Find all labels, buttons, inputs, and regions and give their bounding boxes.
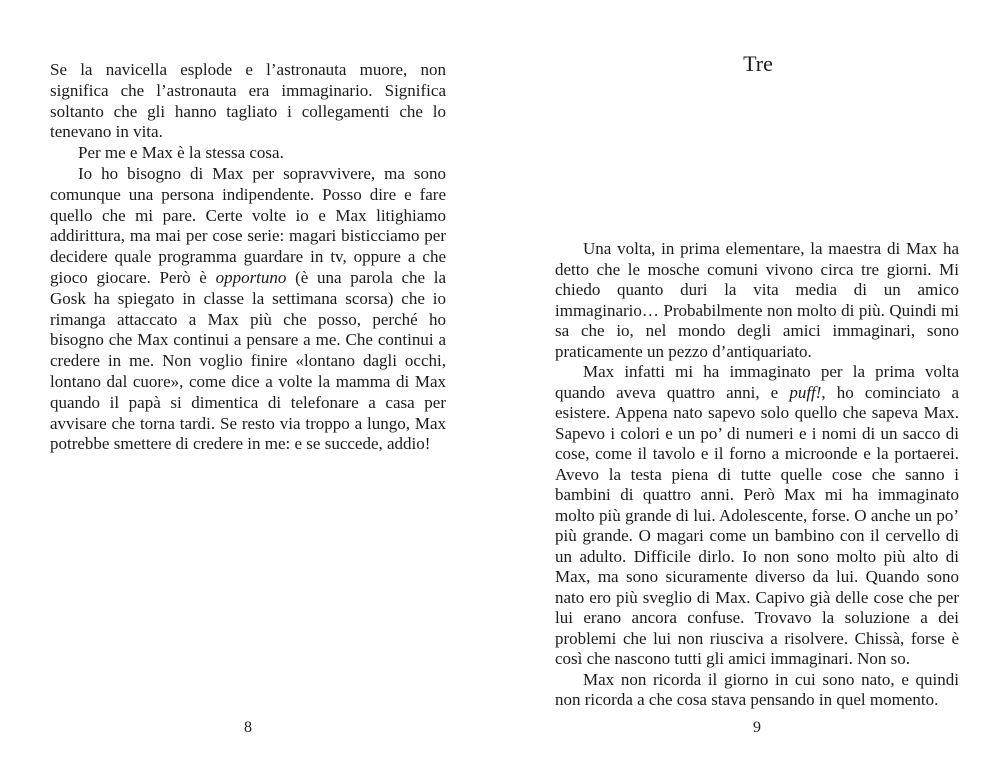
- page-number-left: 8: [244, 719, 252, 736]
- text-run: Max non ricorda il giorno in cui sono nato, e quindi non ricorda a che cosa stava pensando in quel momento.: [555, 669, 959, 709]
- text-run: Io ho bisogno di Max per sopravvivere, ma sono comunque una persona indipendente. Posso dire e fare quello che mi pare. Certe volte io e Max litighiamo addirittura, ma mai per cose serie: magari bisticciamo per decidere quale programma guardare in tv, oppure a che gioco giocare. Però è: [50, 163, 446, 287]
- chapter-title: Tre: [743, 51, 773, 76]
- paragraph: [555, 362, 959, 670]
- text-run: , ho cominciato a esistere. Appena nato sapevo solo quello che sapeva Max. Sapevo i colori e un po’ di numeri e i nomi di un sacco di cose, come il tavolo e il forno a microonde e la portaerei. Avevo la testa piena di tutte quelle cose che sanno i bambini di quattro anni. Però Max mi ha immaginato molto più grande di lui. Adolescente, forse. O anche un po’ più grande. O magari come un bambino con il cervello di un adulto. Difficile dirlo. Io non sono molto più alto di Max, ma sono sicuramente diverso da lui. Quando sono nato ero più sveglio di Max. Capivo già delle cose che per lui erano ancora confuse. Trovavo la soluzione a dei problemi che lui non riusciva a risolvere. Chissà, forse è così che nascono tutti gli amici immaginari. Non so.: [555, 382, 959, 668]
- text-run: Se la navicella esplode e l’astronauta muore, non significa che l’astronauta era immaginario. Significa soltanto che gli hanno tagliato i collegamenti che lo tenevano in vita.: [50, 60, 446, 142]
- page-number-right: 9: [753, 719, 761, 736]
- text-run: Per me e Max è la stessa cosa.: [78, 143, 284, 163]
- text-run: Una volta, in prima elementare, la maestra di Max ha detto che le mosche comuni vivono circa tre giorni. Mi chiedo quanto duri la vita media di un amico immaginario… Probabilmente non molto di più. Quindi mi sa che io, nel mondo degli amici immaginari, sono praticamente un pezzo d’antiquariato.: [555, 239, 959, 361]
- italic-text-run: puff!: [789, 382, 822, 402]
- text-run: Max infatti mi ha immaginato per la prima volta quando aveva quattro anni, e: [555, 362, 959, 402]
- text-run: (è una parola che la Gosk ha spiegato in classe la settimana scorsa) che io rimanga attaccato a Max più che posso, perché ho bisogno che Max continui a pensare a me. Che continui a credere in me. Non voglio finire «lontano dagli occhi, lontano dal cuore», come dice a volte la mamma di Max quando il papà si dimentica di telefonare a casa per avvisare che torna tardi. Se resto via troppo a lungo, Max potrebbe smettere di credere in me: e se succede, addio!: [50, 267, 446, 454]
- paragraph: [50, 164, 446, 455]
- left-page-text: [50, 60, 446, 455]
- right-page-text: [555, 239, 959, 711]
- paragraph: [50, 143, 446, 164]
- paragraph: [555, 670, 959, 711]
- paragraph: [555, 239, 959, 362]
- italic-text-run: opportuno: [215, 267, 287, 287]
- right-page: [500, 0, 1000, 781]
- paragraph: [50, 60, 446, 143]
